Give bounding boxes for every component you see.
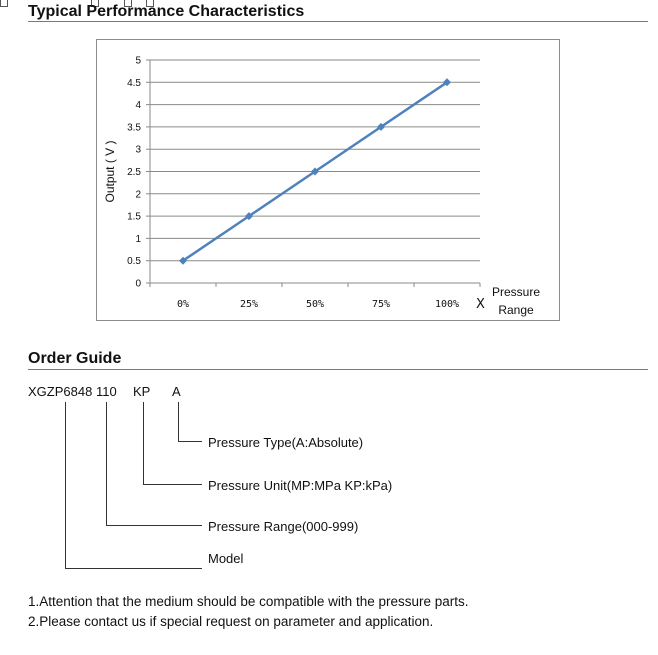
x-axis-suffix: X: [476, 297, 485, 312]
connector-range-horizontal: [106, 525, 202, 526]
y-tick-label-5: 2.5: [127, 167, 141, 178]
connector-range-vertical: [106, 402, 107, 526]
y-tick-label-9: 4.5: [127, 77, 141, 89]
y-tick-label-1: 0.5: [127, 256, 141, 268]
x-axis-title-line-0: Pressure: [491, 285, 541, 299]
code-unit: KP: [133, 384, 151, 399]
x-tick-label-4: 100%: [434, 299, 460, 310]
code-model: XGZP6848: [28, 384, 93, 399]
connector-model-horizontal: [65, 568, 202, 569]
connector-model-vertical: [65, 402, 66, 569]
performance-chart: [96, 39, 560, 321]
desc-unit: Pressure Unit(MP:MPa KP:kPa): [208, 478, 393, 493]
x-axis-title-line-1: Range: [498, 303, 534, 317]
performance-title: Typical Performance Characteristics: [28, 3, 305, 20]
x-tick-label-3: 75%: [371, 299, 391, 310]
desc-model: Model: [208, 551, 244, 566]
order-guide-title-rule: [28, 369, 648, 370]
desc-range: Pressure Range(000-999): [208, 519, 359, 534]
y-tick-label-7: 3.5: [127, 122, 141, 134]
y-tick-label-6: 3: [135, 144, 141, 156]
y-tick-label-8: 4: [135, 100, 141, 112]
x-tick-label-0: 0%: [176, 299, 190, 310]
y-tick-label-3: 1.5: [127, 211, 141, 223]
connector-unit-vertical: [143, 402, 144, 485]
order-guide-title: Order Guide: [28, 350, 122, 367]
x-tick-label-1: 25%: [239, 299, 259, 310]
y-axis-title: Output ( V ): [103, 140, 117, 203]
y-tick-label-2: 1: [135, 233, 141, 245]
crop-artifact-left: [0, 0, 8, 7]
note-special-request: 2.Please contact us if special request on parameter and application.: [28, 614, 434, 629]
note-compatibility: 1.Attention that the medium should be compatible with the pressure parts.: [28, 594, 469, 609]
y-tick-label-10: 5: [135, 55, 141, 67]
code-range: 110: [96, 384, 117, 399]
x-tick-label-2: 50%: [305, 299, 325, 310]
desc-type: Pressure Type(A:Absolute): [208, 435, 364, 450]
y-tick-label-0: 0: [135, 278, 141, 290]
performance-title-rule: [28, 21, 648, 22]
y-tick-label-4: 2: [135, 189, 141, 201]
code-type: A: [172, 384, 181, 399]
connector-type-vertical: [178, 402, 179, 442]
connector-unit-horizontal: [143, 484, 202, 485]
connector-type-horizontal: [178, 441, 202, 442]
